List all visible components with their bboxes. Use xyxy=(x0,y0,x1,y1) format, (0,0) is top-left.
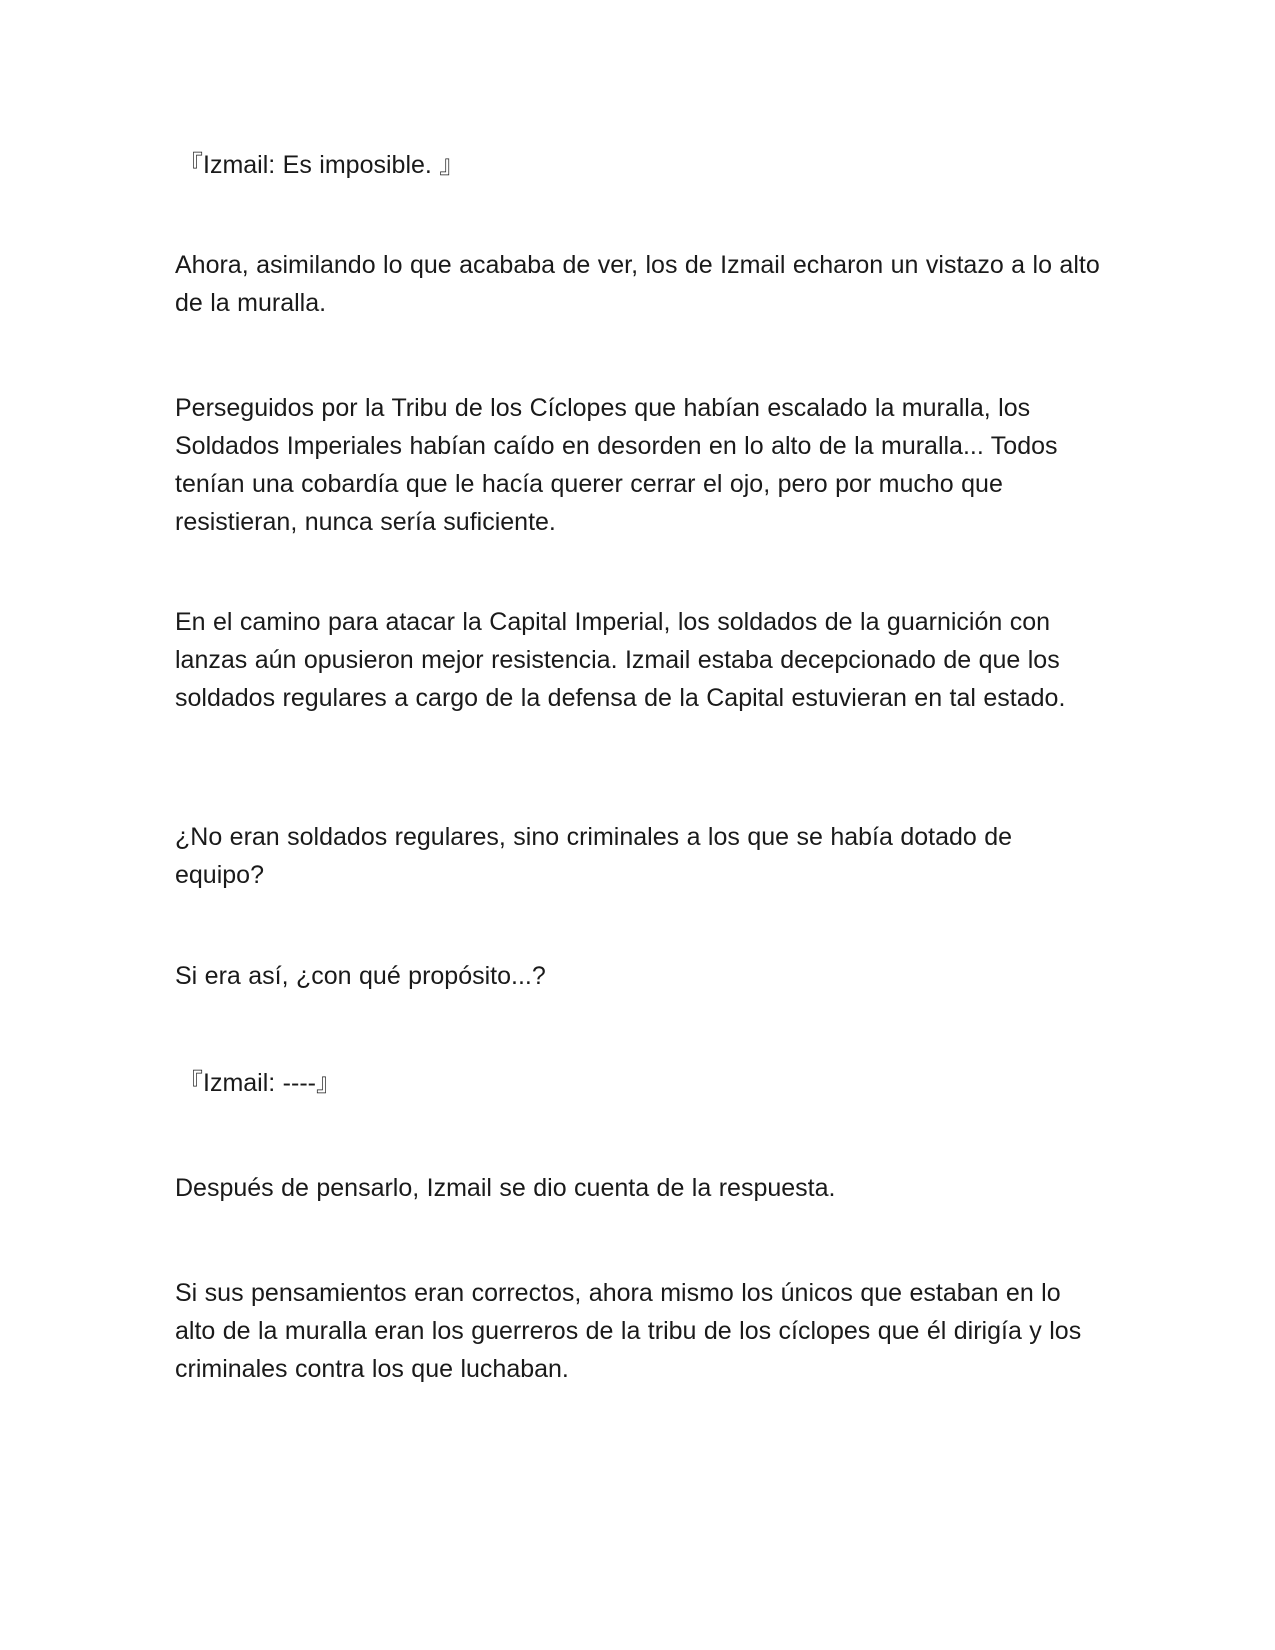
paragraph-4: ¿No eran soldados regulares, sino criminales a los que se había dotado de equipo? xyxy=(175,823,1013,889)
paragraph-2: Perseguidos por la Tribu de los Cíclopes que habían escalado la muralla, los Soldados Imperiales habían caído en desorden en lo alto de la muralla... Todos tenían una cobardía que le hacía querer cerrar el ojo, pero por mucho que resistieran, nunca sería suficiente. xyxy=(175,394,1058,536)
paragraph-1: Ahora, asimilando lo que acababa de ver, los de Izmail echaron un vistazo a lo alto de la muralla. xyxy=(175,251,1100,317)
paragraph-5: Si era así, ¿con qué propósito...? xyxy=(175,962,546,990)
dialogue-line-2: 『Izmail: ----』 xyxy=(178,1069,341,1097)
paragraph-7: Si sus pensamientos eran correctos, ahora mismo los únicos que estaban en lo alto de la muralla eran los guerreros de la tribu de los cíclopes que él dirigía y los criminales contra los que luchaban. xyxy=(175,1279,1082,1383)
paragraph-3: En el camino para atacar la Capital Imperial, los soldados de la guarnición con lanzas aún opusieron mejor resistencia. Izmail estaba decepcionado de que los soldados regulares a cargo de la defensa de la Capital estuvieran en tal estado. xyxy=(175,608,1066,712)
paragraph-6: Después de pensarlo, Izmail se dio cuenta de la respuesta. xyxy=(175,1174,836,1202)
dialogue-line-1: 『Izmail: Es imposible. 』 xyxy=(178,151,465,179)
